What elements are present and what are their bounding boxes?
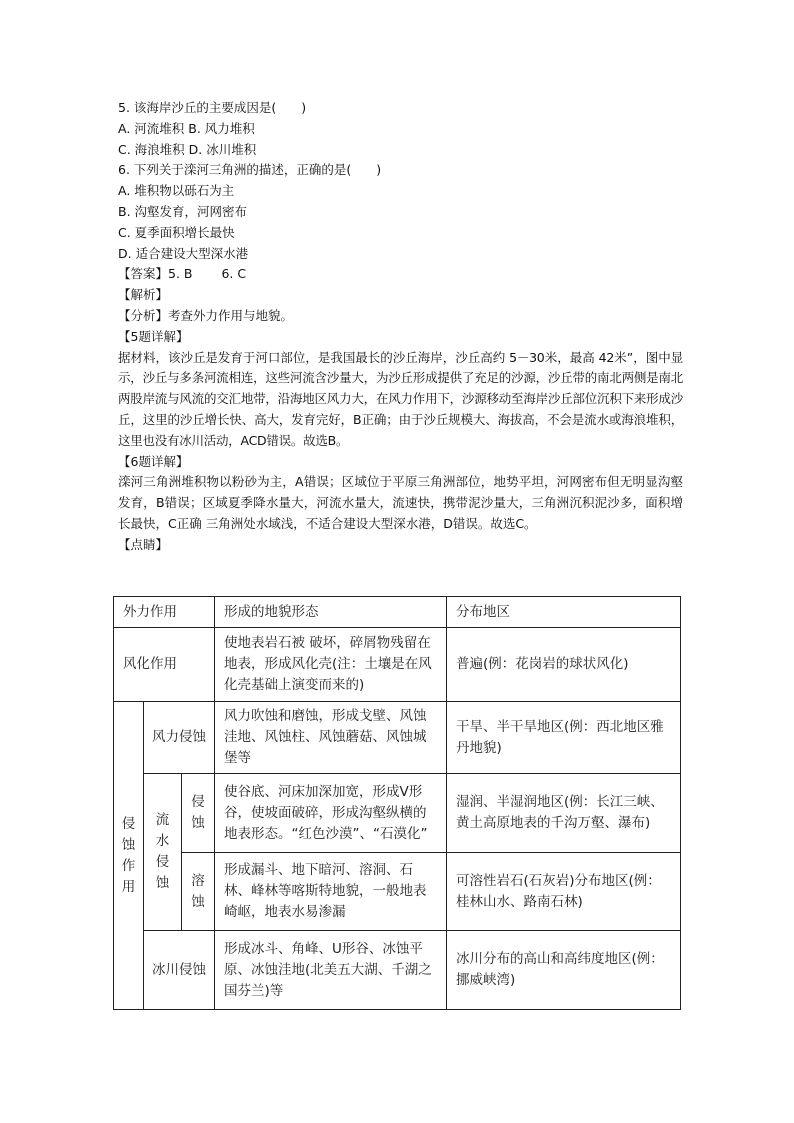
wind-erosion-name-cell: 风力侵蚀	[144, 702, 215, 774]
water-erosion-name-cell	[144, 774, 182, 931]
water-erode-form-cell: 使谷底、河床加深加宽，形成V形谷，使坡面破碎，形成沟壑纵横的地表形态。“红色沙漠”、“石漠化”	[215, 774, 447, 853]
q5-detail-text: 据材料，该沙丘是发育于河口部位，是我国最长的沙丘海岸，沙丘高约 5－30米，最高 42米”，图中显示，沙丘与多条河流相连，这些河流含沙量大，为沙丘形成提供了充足的沙源，沙丘带的南北两侧是南北两股岸流与风流的交汇地带，沿海地区风力大，在风力作用下，沙源移动至海岸沙丘部位沉积下来形成沙丘，这里的沙丘增长快、高大，发育完好，B正确；由于沙丘规模大、海拔高，不会是流水或海浪堆积，这里也没有冰川活动，ACD错误。故选B。	[118, 349, 683, 448]
answer-line: 【答案】5. B 6. C	[118, 266, 247, 282]
wind-erosion-area-cell: 干旱、半干旱地区(例：西北地区雅丹地貌)	[447, 702, 681, 774]
glacier-erosion-name-cell: 冰川侵蚀	[144, 931, 215, 1010]
water-erode-area-cell: 湿润、半湿润地区(例：长江三峡、黄土高原地表的千沟万壑、瀑布)	[447, 774, 681, 853]
water-dissolve-form-cell: 形成漏斗、地下暗河、溶洞、石林、峰林等喀斯特地貌，一般地表崎岖，地表水易渗漏	[215, 853, 447, 931]
question-5-options-cd: C. 海浪堆积 D. 冰川堆积	[118, 141, 257, 157]
erosion-name-text: 侵蚀作用	[121, 815, 136, 895]
analysis-summary: 【分析】考查外力作用与地貌。	[118, 307, 294, 323]
wind-erosion-form-cell: 风力吹蚀和磨蚀，形成戈壁、风蚀洼地、风蚀柱、风蚀蘑菇、风蚀城堡等	[215, 702, 447, 774]
external-forces-table	[113, 596, 681, 1010]
question-6-option-a: A. 堆积物以砾石为主	[118, 183, 235, 199]
weathering-name-cell: 风化作用	[114, 628, 215, 702]
header-cell-landform: 形成的地貌形态	[215, 597, 447, 628]
question-6-option-c: C. 夏季面积增长最快	[118, 224, 235, 240]
q6-detail-text: 滦河三角洲堆积物以粉砂为主，A错误；区域位于平原三角洲部位，地势平坦，河网密布但无明显沟壑发育，B错误；区域夏季降水量大，河流水量大，流速快，携带泥沙量大，三角洲沉积泥沙多，面积增长最快，C正确 三角洲处水域浅，不适合建设大型深水港，D错误。故选C。	[118, 474, 683, 531]
question-5-stem: 5. 该海岸沙丘的主要成因是( )	[118, 100, 307, 115]
table-row-water-erode	[114, 774, 681, 853]
question-6-option-d: D. 适合建设大型深水港	[118, 245, 249, 261]
glacier-erosion-form-cell: 形成冰斗、角峰、U形谷、冰蚀平原、冰蚀洼地(北美五大湖、千湖之国芬兰)等	[215, 931, 447, 1010]
question-5-options-ab: A. 河流堆积 B. 风力堆积	[118, 120, 255, 136]
header-cell-area: 分布地区	[447, 597, 681, 628]
question-section	[118, 98, 683, 556]
q6-detail-heading: 【6题详解】	[118, 453, 189, 469]
table-row-glacier-erosion	[114, 931, 681, 1010]
water-dissolve-name-text: 溶蚀	[191, 872, 205, 910]
water-dissolve-area-cell: 可溶性岩石(石灰岩)分布地区(例：桂林山水、路南石林)	[447, 853, 681, 931]
question-6-option-b: B. 沟壑发育，河网密布	[118, 203, 248, 219]
analysis-heading: 【解析】	[118, 287, 169, 303]
glacier-erosion-area-cell: 冰川分布的高山和高纬度地区(例：挪威峡湾)	[447, 931, 681, 1010]
water-dissolve-name-cell	[182, 853, 215, 931]
weathering-area-cell: 普遍(例：花岗岩的球状风化)	[447, 628, 681, 702]
q5-detail-heading: 【5题详解】	[118, 328, 189, 344]
water-erode-name-cell	[182, 774, 215, 853]
erosion-name-cell	[114, 702, 144, 1010]
external-forces-table-wrap	[113, 596, 681, 1010]
water-erode-name-text: 侵蚀	[191, 794, 205, 831]
table-row-wind-erosion	[114, 702, 681, 774]
tips-heading: 【点睛】	[118, 536, 169, 552]
water-erosion-name-text: 流水侵蚀	[155, 812, 170, 891]
table-row-water-dissolve	[114, 853, 681, 931]
question-6-stem: 6. 下列关于滦河三角洲的描述，正确的是( )	[118, 162, 382, 178]
table-row-weathering	[114, 628, 681, 702]
table-header-row	[114, 597, 681, 628]
weathering-form-cell: 使地表岩石被 破坏，碎屑物残留在地表，形成风化壳(注：土壤是在风化壳基础上演变而来的)	[215, 628, 447, 702]
header-cell-force: 外力作用	[114, 597, 215, 628]
